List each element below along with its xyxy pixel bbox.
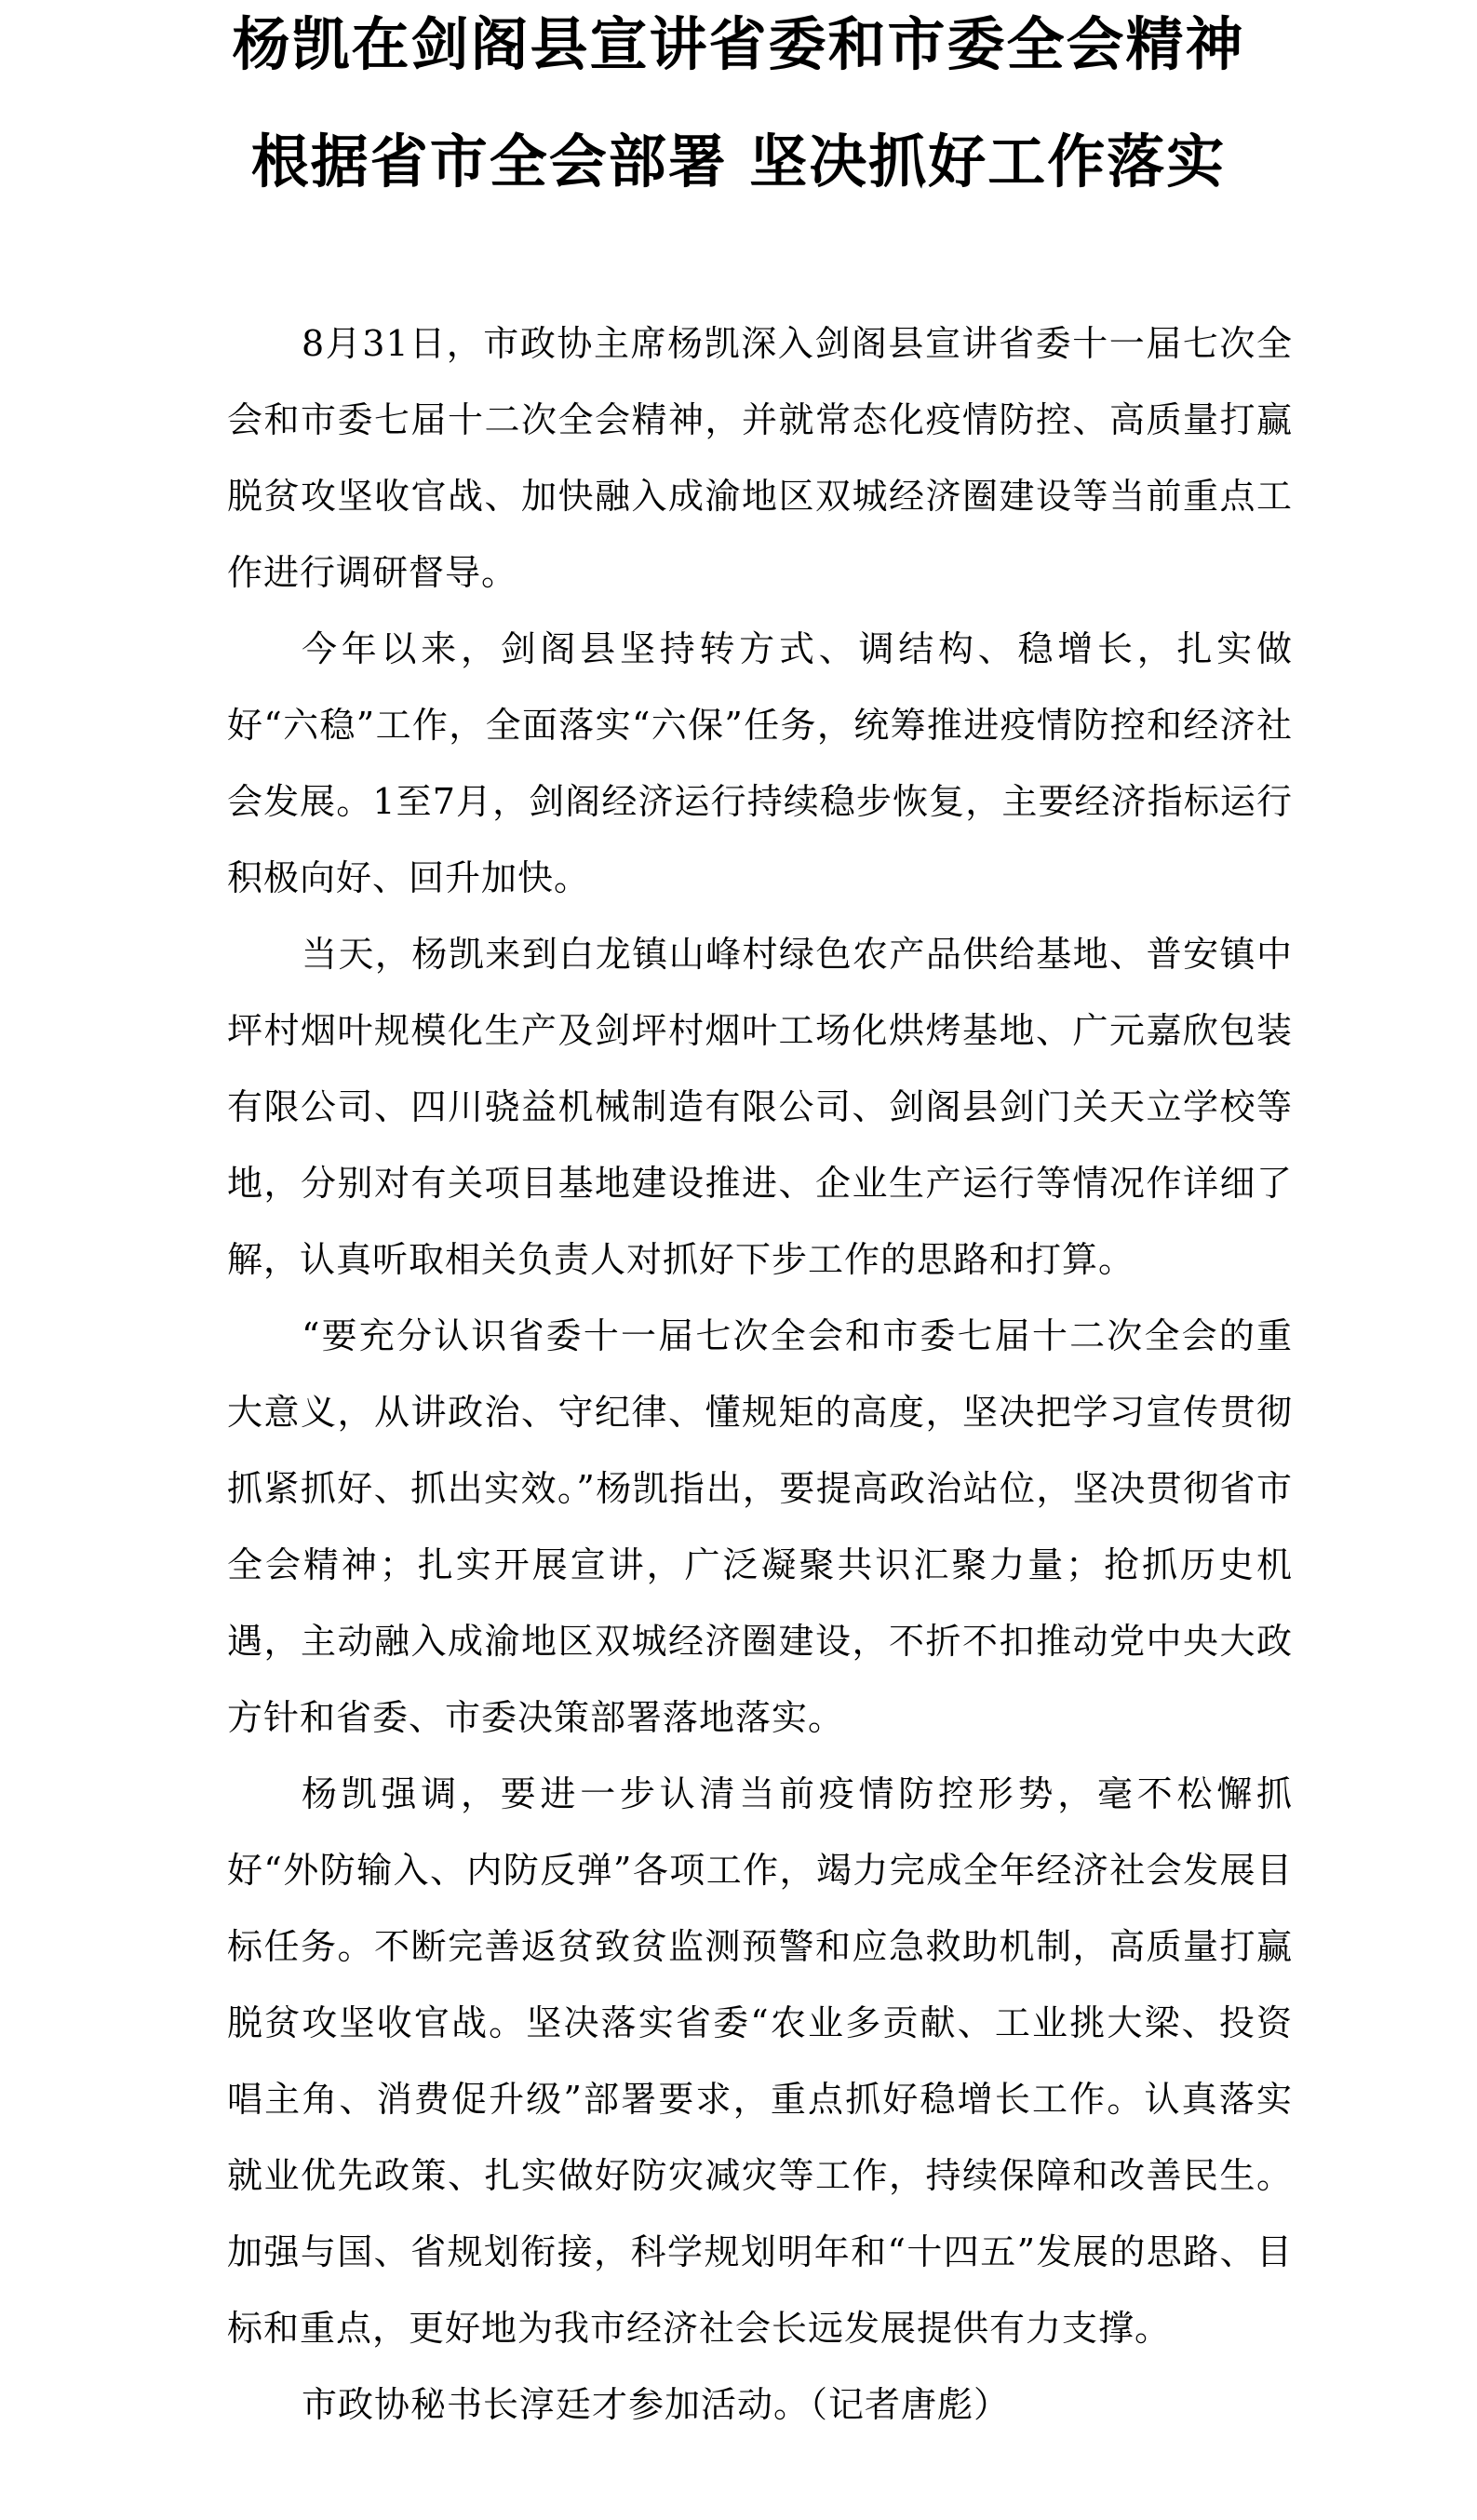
paragraph: 今年以来，剑阁县坚持转方式、调结构、稳增长，扎实做好“六稳”工作，全面落实“六保”任务，统筹推进疫情防控和经济社会发展。1至7月，剑阁经济运行持续稳步恢复，主要经济指标运行积极向好、回升加快。: [227, 628, 1293, 898]
paragraph: 杨凯强调，要进一步认清当前疫情防控形势，毫不松懈抓好“外防输入、内防反弹”各项工作，竭力完成全年经济社会发展目标任务。不断完善返贫致贫监测预警和应急救助机制，高质量打赢脱贫攻坚收官战。坚决落实省委“农业多贡献、工业挑大梁、投资唱主角、消费促升级”部署要求，重点抓好稳增长工作。认真落实就业优先政策、扎实做好防灾减灾等工作，持续保障和改善民生。加强与国、省规划衔接，科学规划明年和“十四五”发展的思路、目标和重点，更好地为我市经济社会长远发展提供有力支撑。: [227, 1773, 1293, 2349]
subheadline: 根据省市全会部署 坚决抓好工作落实: [250, 128, 1227, 195]
paragraph: “要充分认识省委十一届七次全会和市委七届十二次全会的重大意义，从讲政治、守纪律、懂规矩的高度，坚决把学习宣传贯彻抓紧抓好、抓出实效。”杨凯指出，要提高政治站位，坚决贯彻省市全会精神；扎实开展宣讲，广泛凝聚共识汇聚力量；抢抓历史机遇，主动融入成渝地区双城经济圈建设，不折不扣推动党中央大政方针和省委、市委决策部署落地落实。: [227, 1315, 1293, 1738]
paragraph: 当天，杨凯来到白龙镇山峰村绿色农产品供给基地、普安镇中坪村烟叶规模化生产及剑坪村烟叶工场化烘烤基地、广元嘉欣包装有限公司、四川骁益机械制造有限公司、剑阁县剑门关天立学校等地，分别对有关项目基地建设推进、企业生产运行等情况作详细了解，认真听取相关负责人对抓好下步工作的思路和打算。: [227, 934, 1293, 1280]
paragraph: 8月31日，市政协主席杨凯深入剑阁县宣讲省委十一届七次全会和市委七届十二次全会精神，并就常态化疫情防控、高质量打赢脱贫攻坚收官战、加快融入成渝地区双城经济圈建设等当前重点工作进行调研督导。: [227, 323, 1293, 593]
byline-paragraph: 市政协秘书长淳廷才参加活动。（记者唐彪）: [302, 2384, 1011, 2425]
headline: 杨凯在剑阁县宣讲省委和市委全会精神: [232, 10, 1245, 78]
article-body: [227, 305, 1293, 2443]
